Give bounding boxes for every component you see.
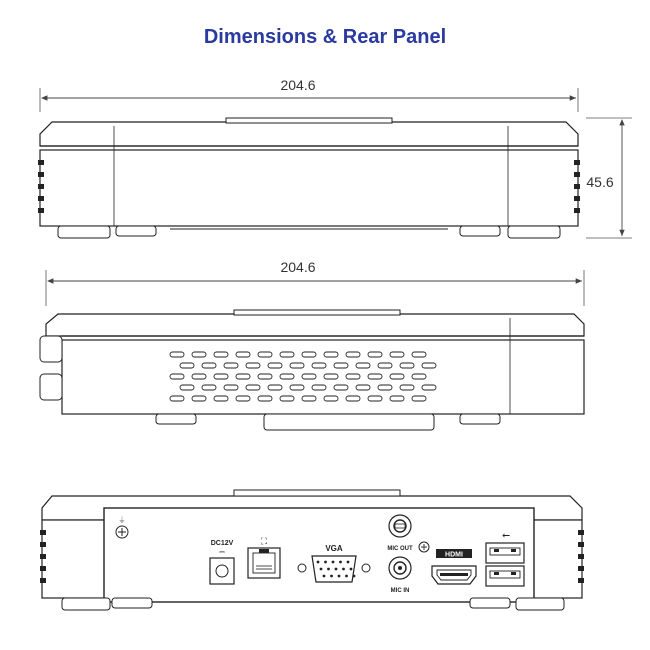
plus-screw-icon bbox=[419, 542, 429, 552]
vent-slot bbox=[334, 363, 348, 368]
vent-slot bbox=[412, 352, 426, 357]
network-icon: ⛶ bbox=[260, 536, 268, 546]
vent-slot bbox=[246, 363, 260, 368]
vga-pin bbox=[324, 561, 327, 564]
svg-text:⎓: ⎓ bbox=[219, 549, 225, 556]
vent-slot bbox=[422, 385, 436, 390]
vent-slot bbox=[268, 363, 282, 368]
vent-slot bbox=[192, 352, 206, 357]
vent-slot bbox=[224, 363, 238, 368]
vent-slot bbox=[412, 396, 426, 401]
vent-slot bbox=[236, 396, 250, 401]
vent-slot bbox=[400, 363, 414, 368]
vent-slot bbox=[180, 385, 194, 390]
vent-slot bbox=[202, 385, 216, 390]
mic-in-port[interactable] bbox=[389, 557, 411, 594]
vga-pin bbox=[320, 568, 323, 571]
vent-slot bbox=[192, 396, 206, 401]
vga-pin bbox=[327, 568, 330, 571]
vent-slot bbox=[368, 352, 382, 357]
vent-slot bbox=[246, 385, 260, 390]
rear-view bbox=[40, 490, 584, 610]
vent-slot bbox=[170, 396, 184, 401]
vent-slot bbox=[290, 363, 304, 368]
hdmi-label: HDMI bbox=[445, 551, 463, 559]
vga-pin bbox=[330, 575, 333, 578]
vent-slot bbox=[378, 363, 392, 368]
top-width-label: 204.6 bbox=[280, 77, 316, 93]
vent-slot bbox=[258, 352, 272, 357]
vent-slot bbox=[224, 385, 238, 390]
vga-pin bbox=[338, 575, 341, 578]
vent-slot bbox=[390, 374, 404, 379]
vent-slot bbox=[280, 374, 294, 379]
svg-text:⏚: ⏚ bbox=[118, 517, 126, 524]
vent-slot bbox=[192, 374, 206, 379]
vent-slot bbox=[356, 363, 370, 368]
vga-pin bbox=[323, 575, 326, 578]
vent-slot bbox=[390, 396, 404, 401]
vent-slot bbox=[180, 363, 194, 368]
vent-slot bbox=[356, 385, 370, 390]
vent-slot bbox=[334, 385, 348, 390]
vga-pin bbox=[335, 568, 338, 571]
power-label: DC12V bbox=[210, 540, 234, 547]
page-title: Dimensions & Rear Panel bbox=[203, 26, 447, 48]
vent-slot bbox=[214, 374, 228, 379]
vent-slot bbox=[346, 352, 360, 357]
vent-slot bbox=[346, 396, 360, 401]
mic-out-label: MIC OUT bbox=[387, 546, 413, 552]
vent-slot bbox=[236, 352, 250, 357]
vent-slot bbox=[268, 385, 282, 390]
vent-slot bbox=[202, 363, 216, 368]
vent-slot bbox=[378, 385, 392, 390]
vent-slot bbox=[346, 374, 360, 379]
vga-pin bbox=[342, 568, 345, 571]
vent-slot bbox=[236, 374, 250, 379]
vga-pin bbox=[317, 561, 320, 564]
hdmi-port[interactable] bbox=[432, 549, 476, 584]
vga-pin bbox=[339, 561, 342, 564]
vent-slot bbox=[258, 374, 272, 379]
vent-slot bbox=[368, 374, 382, 379]
vent-slot bbox=[302, 396, 316, 401]
vent-slot bbox=[324, 352, 338, 357]
vga-pin bbox=[350, 568, 353, 571]
vent-slot bbox=[324, 374, 338, 379]
top-height-label: 45.6 bbox=[586, 174, 614, 190]
vent-slot bbox=[302, 374, 316, 379]
vent-slot bbox=[312, 363, 326, 368]
power-port[interactable] bbox=[210, 540, 234, 584]
top-view bbox=[38, 77, 632, 238]
vent-slot bbox=[290, 385, 304, 390]
vent-slot bbox=[400, 385, 414, 390]
vga-label: VGA bbox=[325, 544, 343, 553]
vent-slot bbox=[170, 352, 184, 357]
side-width-label: 204.6 bbox=[280, 259, 316, 275]
vga-pin bbox=[332, 561, 335, 564]
vent-slot bbox=[302, 352, 316, 357]
vent-slot bbox=[214, 352, 228, 357]
vent-slot bbox=[258, 396, 272, 401]
vga-pin bbox=[347, 561, 350, 564]
vent-slot bbox=[422, 363, 436, 368]
usb-icon: ⭠ bbox=[502, 530, 510, 541]
vent-slot bbox=[214, 396, 228, 401]
vent-slot bbox=[280, 352, 294, 357]
vent-slot bbox=[390, 352, 404, 357]
vent-slot bbox=[412, 374, 426, 379]
side-view bbox=[40, 259, 584, 430]
vent-slot bbox=[312, 385, 326, 390]
vent-slot bbox=[280, 396, 294, 401]
vent-slot bbox=[324, 396, 338, 401]
vent-slot bbox=[368, 396, 382, 401]
vent-slot bbox=[170, 374, 184, 379]
vga-pin bbox=[353, 575, 356, 578]
mic-in-label: MIC IN bbox=[390, 588, 410, 594]
vga-pin bbox=[345, 575, 348, 578]
